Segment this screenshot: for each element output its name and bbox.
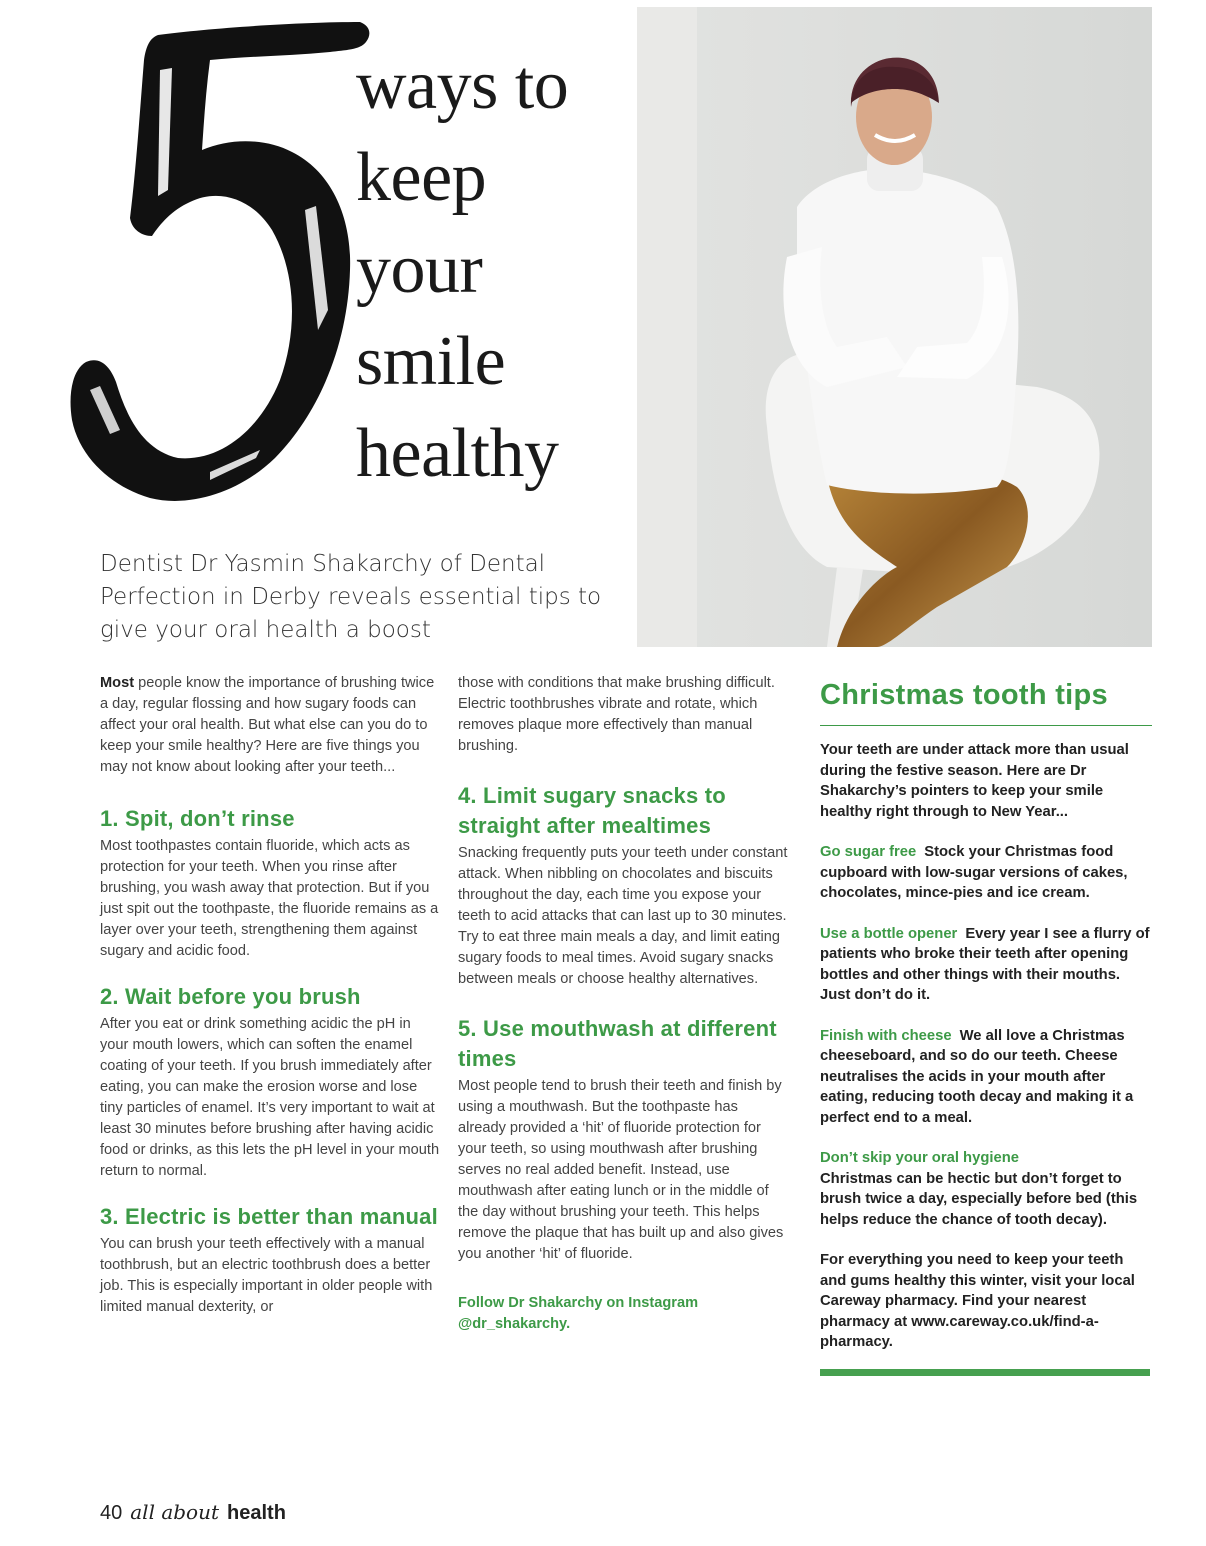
box-title: Christmas tooth tips (820, 675, 1152, 726)
page-number: 40 (100, 1502, 123, 1524)
tip-heading: 3. Electric is better than manual (100, 1204, 438, 1229)
headline (356, 40, 568, 500)
tip-heading: 4. Limit sugary snacks to straight after mealtimes (458, 783, 726, 838)
intro-text: people know the importance of brushing twice a day, regular flossing and how sugary foods can affect your oral health. But what else can you do to keep your smile healthy? Here are five things you may not know about looking after your teeth... (100, 675, 435, 775)
box-item (820, 924, 1152, 1006)
box-item (820, 1148, 1152, 1230)
tip-body-continued: those with conditions that make brushing difficult. Electric toothbrushes vibrate and rotate, which removes plaque more effectively than manual brushing. (458, 675, 775, 754)
tip-heading: 1. Spit, don’t rinse (100, 806, 295, 831)
box-item-text: Stock your Christmas food cupboard with low-sugar versions of cakes, chocolates, mince-pies and ice cream. (820, 844, 1128, 901)
tip-body: Snacking frequently puts your teeth under constant attack. When nibbling on chocolates and biscuits throughout the day, each time you expose your teeth to acid attacks that can last up to 30 minutes. Try to eat three main meals a day, and limit eating sugary foods to meal times. Avoid sugary snacks between meals or choose healthy alternatives. (458, 845, 788, 987)
headline-line: smile (356, 323, 506, 400)
headline-line: healthy (356, 415, 559, 492)
tip-heading: 5. Use mouthwash at different times (458, 1016, 777, 1071)
box-intro: Your teeth are under attack more than usual during the festive season. Here are Dr Shakarchy’s pointers to keep your smile healthy right through to New Year... (820, 742, 1129, 820)
box-outro: For everything you need to keep your teeth and gums healthy this winter, visit your local Careway pharmacy. Find your nearest pharmacy at www.careway.co.uk/find-a-pharmacy. (820, 1252, 1135, 1350)
standfirst: Dentist Dr Yasmin Shakarchy of Dental Perfection in Derby reveals essential tips to give your oral health a boost (100, 551, 602, 643)
dentist-photo-illustration (637, 7, 1152, 647)
headline-line: ways to (356, 47, 569, 124)
number-five-graphic (60, 10, 380, 510)
box-bottom-rule (820, 1369, 1150, 1376)
box-item-text: Every year I see a flurry of patients who broke their teeth after opening bottles and other things with their mouths. Just don’t do it. (820, 925, 1150, 1003)
page-footer (100, 1500, 286, 1525)
box-item-label: Finish with cheese (820, 1027, 952, 1044)
box-item-label: Use a bottle opener (820, 925, 958, 942)
intro-lead-word: Most (100, 675, 135, 691)
tip-heading: 2. Wait before you brush (100, 984, 361, 1009)
box-item (820, 1026, 1152, 1129)
box-item-label: Don’t skip your oral hygiene (820, 1150, 1019, 1166)
dentist-photo (637, 7, 1152, 647)
headline-line: your (356, 231, 483, 308)
instagram-follow: Follow Dr Shakarchy on Instagram @dr_shakarchy. (458, 1295, 699, 1332)
magazine-name-health: health (227, 1502, 286, 1524)
headline-line: keep (356, 139, 487, 216)
article-column-1 (100, 673, 440, 1318)
tip-body: After you eat or drink something acidic the pH in your mouth lowers, which can soften the enamel coating of your teeth. If you brush immediately after eating, you can make the erosion worse and lose tiny particles of enamel. It’s very important to wait at least 30 minutes before brushing after having acidic food or drinks, as this lets the pH level in your mouth return to normal. (100, 1016, 440, 1179)
tip-body: Most people tend to brush their teeth and finish by using a mouthwash. But the toothpaste has already provided a ‘hit’ of fluoride protection for your teeth, so using mouthwash after brushing serves no real added benefit. Instead, use mouthwash after eating lunch or in the middle of the day without brushing your teeth. This helps remove the plaque that has built up and also gives you another ‘hit’ of fluoride. (458, 1078, 784, 1262)
tip-body: Most toothpastes contain fluoride, which acts as protection for your teeth. When you rinse after brushing, you wash away that protection. But if you just spit out the toothpaste, the fluoride remains as a layer over your teeth, strengthening them against sugary and acidic food. (100, 838, 439, 959)
box-item-label: Go sugar free (820, 844, 917, 860)
tip-body: You can brush your teeth effectively with a manual toothbrush, but an electric toothbrush does a better job. This is especially important in older people with limited manual dexterity, or (100, 1236, 433, 1315)
intro-paragraph (100, 673, 440, 778)
christmas-tips-box (820, 673, 1152, 1376)
article-column-2 (458, 673, 788, 1335)
magazine-script-name: all about (130, 1500, 220, 1524)
box-item-text: We all love a Christmas cheeseboard, and so do our teeth. Cheese neutralises the acids in your mouth after eating, reducing tooth decay and making it a perfect end to a meal. (820, 1027, 1134, 1126)
box-item-text: Christmas can be hectic but don’t forget to brush twice a day, especially before bed (this helps reduce the chance of tooth decay). (820, 1170, 1138, 1228)
box-item (820, 842, 1152, 904)
